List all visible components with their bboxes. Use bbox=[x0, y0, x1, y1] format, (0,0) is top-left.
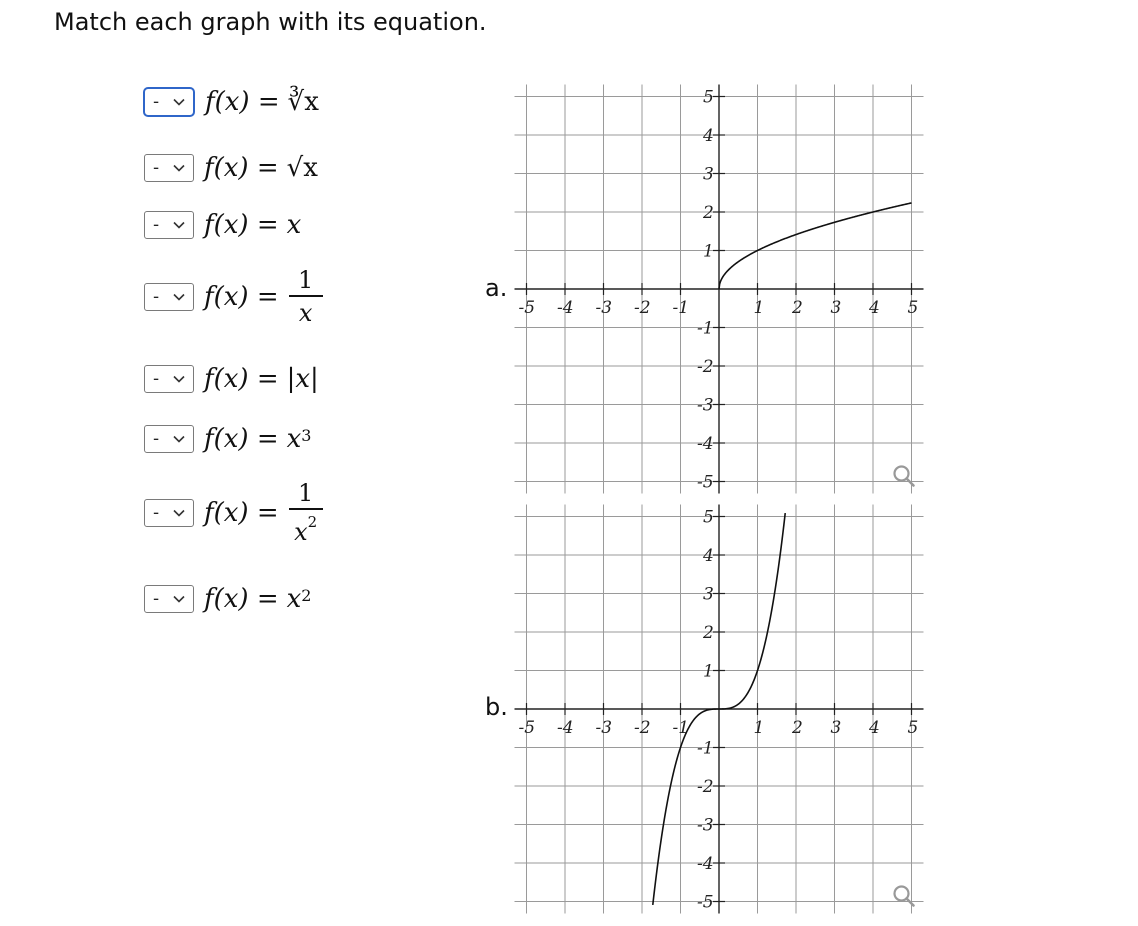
y-tick-label: -5 bbox=[697, 472, 714, 493]
equation-row-identity bbox=[144, 210, 301, 240]
denominator-exponent: 2 bbox=[307, 513, 318, 531]
equation-row-reciprocal bbox=[144, 265, 323, 329]
x-tick-label: -1 bbox=[672, 298, 690, 318]
equation-row-reciprocal-square bbox=[144, 478, 323, 548]
y-tick-label: 3 bbox=[703, 164, 714, 185]
x-tick-label: -2 bbox=[634, 298, 651, 318]
x-tick-label: 1 bbox=[753, 718, 765, 738]
equation-reciprocal bbox=[204, 265, 323, 329]
graph-b-label: b. bbox=[485, 693, 508, 721]
equation-exponent: 2 bbox=[301, 585, 312, 605]
select-value: - bbox=[153, 286, 160, 307]
x-tick-label: -5 bbox=[518, 718, 536, 738]
chevron-down-icon bbox=[172, 218, 186, 232]
match-select-abs[interactable] bbox=[144, 365, 194, 393]
select-value: - bbox=[153, 157, 160, 178]
x-tick-label: -2 bbox=[634, 718, 651, 738]
x-tick-label: 3 bbox=[830, 298, 842, 318]
x-tick-label: 2 bbox=[792, 298, 803, 318]
y-tick-label: -2 bbox=[697, 777, 714, 797]
instruction-text: Match each graph with its equation. bbox=[54, 8, 487, 36]
y-tick-label: -3 bbox=[697, 815, 714, 836]
equation-row-abs bbox=[144, 364, 319, 394]
y-tick-label: 2 bbox=[703, 203, 714, 223]
equation-lhs: f(x) = bbox=[204, 498, 279, 528]
y-tick-label: -1 bbox=[697, 318, 714, 339]
equation-base: x bbox=[286, 584, 302, 614]
equation-lhs: f(x) = bbox=[204, 424, 279, 454]
x-tick-label: -3 bbox=[595, 298, 613, 318]
y-tick-label: 1 bbox=[703, 661, 714, 682]
equation-rhs: ∛x bbox=[287, 87, 319, 117]
select-value: - bbox=[153, 91, 160, 112]
chevron-down-icon bbox=[172, 290, 186, 304]
x-tick-label: 4 bbox=[869, 718, 880, 738]
magnifier-icon[interactable] bbox=[895, 467, 914, 486]
select-value: - bbox=[153, 588, 160, 609]
fraction-denominator bbox=[294, 510, 317, 548]
equation-lhs: f(x) = bbox=[204, 364, 279, 394]
equation-lhs: f(x) = bbox=[204, 584, 279, 614]
equation-row-sqrt bbox=[144, 153, 318, 183]
equation-rhs: |x| bbox=[286, 364, 319, 394]
equation-base: x bbox=[286, 424, 302, 454]
graph-b bbox=[505, 500, 925, 920]
equation-cube bbox=[204, 424, 311, 454]
match-select-cube[interactable] bbox=[144, 425, 194, 453]
equation-exponent: 3 bbox=[301, 425, 312, 445]
fraction-numerator: 1 bbox=[297, 266, 314, 294]
equation-square bbox=[204, 584, 311, 614]
magnifier-icon[interactable] bbox=[895, 887, 914, 906]
chevron-down-icon bbox=[172, 161, 186, 175]
match-select-cbrt[interactable] bbox=[143, 87, 195, 117]
equation-abs bbox=[204, 364, 319, 394]
y-tick-label: -2 bbox=[697, 357, 714, 377]
match-select-reciprocal[interactable] bbox=[144, 283, 194, 311]
x-tick-label: -1 bbox=[672, 718, 690, 738]
graph-a-label: a. bbox=[485, 274, 508, 302]
chevron-down-icon bbox=[172, 95, 186, 109]
equation-cbrt bbox=[205, 87, 319, 117]
y-tick-label: -1 bbox=[697, 738, 714, 759]
x-tick-label: -4 bbox=[557, 718, 574, 738]
x-tick-label: -4 bbox=[557, 298, 574, 318]
select-value: - bbox=[153, 428, 160, 449]
equation-row-cube bbox=[144, 424, 311, 454]
equation-row-cbrt bbox=[144, 87, 319, 117]
chevron-down-icon bbox=[172, 432, 186, 446]
chevron-down-icon bbox=[172, 506, 186, 520]
graph-a bbox=[505, 80, 925, 500]
fraction bbox=[289, 265, 323, 329]
y-tick-label: -4 bbox=[697, 854, 714, 874]
function-curve bbox=[719, 203, 912, 289]
x-tick-label: 3 bbox=[830, 718, 842, 738]
x-tick-label: 5 bbox=[907, 718, 919, 738]
match-select-square[interactable] bbox=[144, 585, 194, 613]
select-value: - bbox=[153, 502, 160, 523]
y-tick-label: -3 bbox=[697, 395, 714, 416]
denominator-base: x bbox=[294, 518, 308, 546]
x-tick-label: 1 bbox=[753, 298, 765, 318]
equation-identity bbox=[204, 210, 301, 240]
x-tick-label: -5 bbox=[518, 298, 536, 318]
chevron-down-icon bbox=[172, 592, 186, 606]
match-select-reciprocal-square[interactable] bbox=[144, 499, 194, 527]
select-value: - bbox=[153, 214, 160, 235]
x-tick-label: -3 bbox=[595, 718, 613, 738]
match-select-identity[interactable] bbox=[144, 211, 194, 239]
y-tick-label: -4 bbox=[697, 434, 714, 454]
y-tick-label: 2 bbox=[703, 623, 714, 643]
y-tick-label: 3 bbox=[703, 584, 714, 605]
equation-lhs: f(x) = bbox=[204, 153, 279, 183]
y-tick-label: 4 bbox=[703, 546, 714, 566]
y-tick-label: 5 bbox=[703, 87, 714, 108]
select-value: - bbox=[153, 368, 160, 389]
match-select-sqrt[interactable] bbox=[144, 154, 194, 182]
equation-rhs: √x bbox=[286, 153, 318, 183]
chevron-down-icon bbox=[172, 372, 186, 386]
x-tick-label: 2 bbox=[792, 718, 803, 738]
equation-lhs: f(x) = bbox=[205, 87, 280, 117]
equation-reciprocal-square bbox=[204, 478, 323, 548]
y-tick-label: 1 bbox=[703, 241, 714, 262]
y-tick-label: 5 bbox=[703, 507, 714, 528]
equation-lhs: f(x) = bbox=[204, 282, 279, 312]
fraction bbox=[289, 478, 323, 548]
y-tick-label: -5 bbox=[697, 892, 714, 913]
y-tick-label: 4 bbox=[703, 126, 714, 146]
equation-lhs: f(x) = bbox=[204, 210, 279, 240]
fraction-numerator: 1 bbox=[297, 479, 314, 507]
equation-rhs: x bbox=[286, 210, 302, 240]
equation-sqrt bbox=[204, 153, 318, 183]
x-tick-label: 5 bbox=[907, 298, 919, 318]
fraction-denominator: x bbox=[298, 299, 313, 327]
equation-row-square bbox=[144, 584, 311, 614]
x-tick-label: 4 bbox=[869, 298, 880, 318]
